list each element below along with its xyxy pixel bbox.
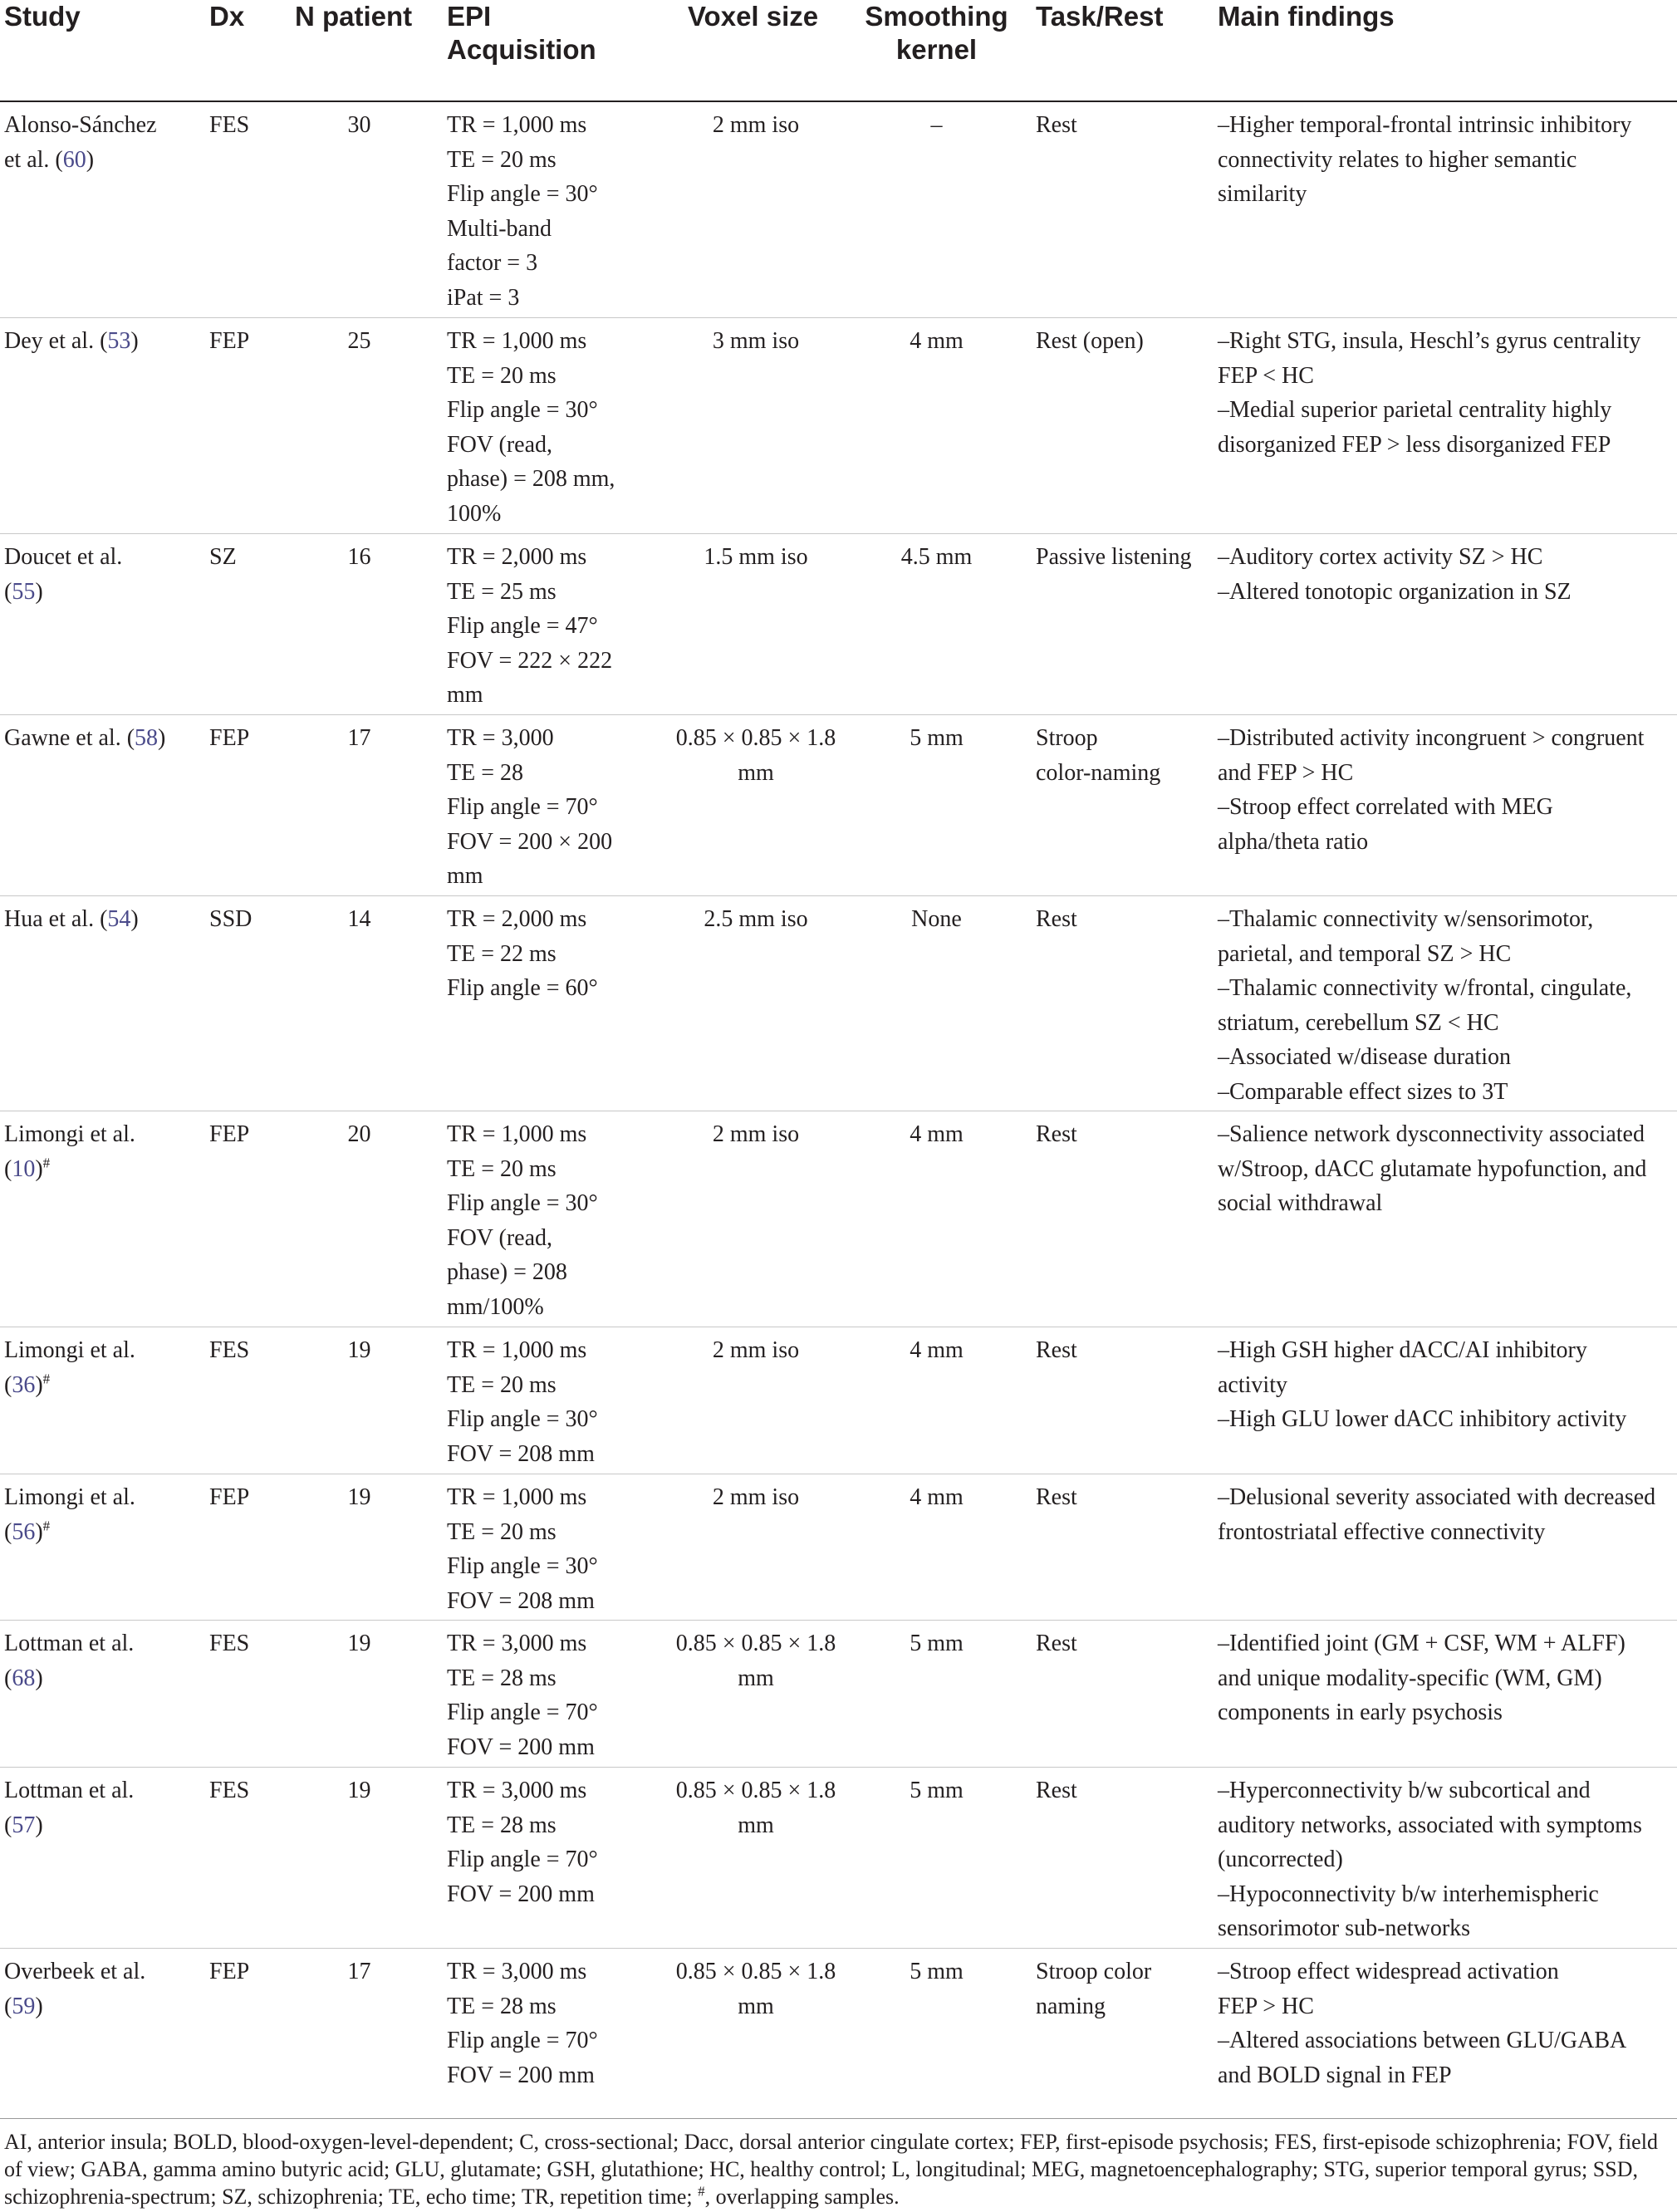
smoothing-kernel-cell: 5 mm <box>910 1778 964 1803</box>
main-findings-cell: –Stroop effect widespread activation FEP > HC –Altered associations between GLU/GABA and BOLD signal in FEP <box>1218 1959 1627 2088</box>
study-cell: Dey et al. (53) <box>4 328 139 354</box>
task-rest-cell: Rest <box>1036 1484 1077 1510</box>
epi-acquisition-cell: TR = 2,000 ms TE = 25 ms Flip angle = 47° FOV = 222 × 222 mm <box>447 544 613 708</box>
task-rest-cell: Passive listening <box>1036 544 1192 570</box>
task-rest-cell: Rest <box>1036 1631 1077 1656</box>
voxel-size-cell: 3 mm iso <box>712 328 800 354</box>
reference-link[interactable]: 59 <box>12 1993 36 2019</box>
dx-cell: FEP <box>209 328 250 354</box>
dx-cell: FEP <box>209 1484 250 1510</box>
header-n-patient: N patient <box>295 1 413 32</box>
n-patient-cell: 20 <box>347 1121 371 1147</box>
smoothing-kernel-cell: 4.5 mm <box>900 544 973 570</box>
reference-link[interactable]: 54 <box>107 906 131 932</box>
overlap-marker: # <box>42 1155 51 1171</box>
table-footnote: AI, anterior insula; BOLD, blood-oxygen-level-dependent; C, cross-sectional; Dacc, dorsal anterior cingulate cortex; FEP, first-episode psychosis; FES, first-episode schizophrenia; FOV, field of view; GABA, gamma amino butyric acid; GLU, glutamate; GSH, glutathione; HC, healthy control; L, longitudinal; MEG, magnetoencephalography; STG, superior temporal gyrus; SSD, schizophrenia-spectrum; SZ, schizophrenia; TE, echo time; TR, repetition time; #, overlapping samples. <box>4 2130 1658 2209</box>
smoothing-kernel-cell: 5 mm <box>910 1631 964 1656</box>
epi-acquisition-cell: TR = 2,000 ms TE = 22 ms Flip angle = 60° <box>447 906 598 1001</box>
n-patient-cell: 25 <box>347 328 371 354</box>
n-patient-cell: 16 <box>347 544 371 570</box>
main-findings-cell: –High GSH higher dACC/AI inhibitory activity –High GLU lower dACC inhibitory activity <box>1218 1337 1627 1432</box>
reference-link[interactable]: 57 <box>12 1812 36 1838</box>
epi-acquisition-cell: TR = 3,000 ms TE = 28 ms Flip angle = 70° FOV = 200 mm <box>447 1778 598 1907</box>
row-divider <box>0 714 1677 715</box>
study-cell: Doucet et al. (55) <box>4 544 123 605</box>
voxel-size-cell: 2.5 mm iso <box>704 906 808 932</box>
dx-cell: FEP <box>209 1121 250 1147</box>
task-rest-cell: Rest <box>1036 906 1077 932</box>
voxel-size-cell: 0.85 × 0.85 × 1.8 mm <box>675 725 836 786</box>
n-patient-cell: 14 <box>347 906 371 932</box>
main-findings-cell: –Delusional severity associated with decreased frontostriatal effective connectivity <box>1218 1484 1656 1545</box>
row-divider <box>0 317 1677 318</box>
voxel-size-cell: 2 mm iso <box>712 112 800 138</box>
main-findings-cell: –Thalamic connectivity w/sensorimotor, parietal, and temporal SZ > HC –Thalamic connectivity w/frontal, cingulate, striatum, cerebellum SZ < HC –Associated w/disease duration –Comparable effect sizes to 3T <box>1218 906 1632 1105</box>
reference-link[interactable]: 36 <box>12 1371 36 1398</box>
main-findings-cell: –Auditory cortex activity SZ > HC –Altered tonotopic organization in SZ <box>1218 544 1572 605</box>
table-header <box>0 0 1677 98</box>
row-divider <box>0 1948 1677 1949</box>
reference-link[interactable]: 53 <box>107 328 131 354</box>
n-patient-cell: 30 <box>347 112 371 138</box>
smoothing-kernel-cell: 4 mm <box>910 328 964 354</box>
main-findings-cell: –Identified joint (GM + CSF, WM + ALFF) and unique modality-specific (WM, GM) components in early psychosis <box>1218 1631 1626 1725</box>
n-patient-cell: 19 <box>347 1484 371 1510</box>
header-study: Study <box>4 1 81 32</box>
reference-link[interactable]: 60 <box>62 146 86 173</box>
study-cell: Limongi et al. (56)# <box>4 1484 135 1545</box>
study-cell: Lottman et al. (57) <box>4 1778 135 1838</box>
n-patient-cell: 19 <box>347 1778 371 1803</box>
smoothing-kernel-cell: 4 mm <box>910 1337 964 1363</box>
reference-link[interactable]: 68 <box>12 1665 36 1691</box>
task-rest-cell: Rest (open) <box>1036 328 1144 354</box>
overlap-marker: # <box>42 1371 51 1387</box>
footer-rule <box>0 2118 1677 2119</box>
task-rest-cell: Rest <box>1036 1778 1077 1803</box>
header-smoothing-kernel: Smoothing kernel <box>865 1 1008 65</box>
dx-cell: SZ <box>209 544 237 570</box>
voxel-size-cell: 2 mm iso <box>712 1121 800 1147</box>
dx-cell: FES <box>209 1337 250 1363</box>
reference-link[interactable]: 58 <box>135 725 159 751</box>
epi-acquisition-cell: TR = 3,000 TE = 28 Flip angle = 70° FOV = 200 × 200 mm <box>447 725 613 889</box>
smoothing-kernel-cell: 5 mm <box>910 1959 964 1984</box>
main-findings-cell: –Higher temporal-frontal intrinsic inhibitory connectivity relates to higher semantic similarity <box>1218 112 1632 207</box>
epi-acquisition-cell: TR = 3,000 ms TE = 28 ms Flip angle = 70° FOV = 200 mm <box>447 1631 598 1760</box>
row-divider <box>0 1767 1677 1768</box>
n-patient-cell: 17 <box>347 1959 371 1984</box>
voxel-size-cell: 0.85 × 0.85 × 1.8 mm <box>675 1778 836 1838</box>
study-cell: Gawne et al. (58) <box>4 725 166 751</box>
row-divider <box>0 533 1677 534</box>
epi-acquisition-cell: TR = 1,000 ms TE = 20 ms Flip angle = 30° Multi-band factor = 3 iPat = 3 <box>447 112 598 311</box>
main-findings-cell: –Distributed activity incongruent > congruent and FEP > HC –Stroop effect correlated with MEG alpha/theta ratio <box>1218 725 1645 855</box>
row-divider <box>0 895 1677 896</box>
main-findings-cell: –Hyperconnectivity b/w subcortical and auditory networks, associated with symptoms (uncorrected) –Hypoconnectivity b/w interhemispheric sensorimotor sub-networks <box>1218 1778 1642 1941</box>
main-findings-cell: –Right STG, insula, Heschl’s gyrus centrality FEP < HC –Medial superior parietal centrality highly disorganized FEP > less disorganized FEP <box>1218 328 1641 458</box>
study-cell: Hua et al. (54) <box>4 906 139 932</box>
task-rest-cell: Rest <box>1036 1337 1077 1363</box>
voxel-size-cell: 2 mm iso <box>712 1337 800 1363</box>
task-rest-cell: Rest <box>1036 1121 1077 1147</box>
header-voxel-size: Voxel size <box>688 1 819 32</box>
epi-acquisition-cell: TR = 1,000 ms TE = 20 ms Flip angle = 30° FOV = 208 mm <box>447 1337 598 1467</box>
reference-link[interactable]: 55 <box>12 578 36 605</box>
row-divider <box>0 1620 1677 1621</box>
smoothing-kernel-cell: 5 mm <box>910 725 964 751</box>
n-patient-cell: 19 <box>347 1631 371 1656</box>
voxel-size-cell: 1.5 mm iso <box>704 544 808 570</box>
voxel-size-cell: 0.85 × 0.85 × 1.8 mm <box>675 1959 836 2019</box>
task-rest-cell: Rest <box>1036 112 1077 138</box>
reference-link[interactable]: 56 <box>12 1518 36 1545</box>
dx-cell: SSD <box>209 906 253 932</box>
header-epi-acquisition: EPI Acquisition <box>447 1 596 65</box>
reference-link[interactable]: 10 <box>12 1155 36 1182</box>
epi-acquisition-cell: TR = 1,000 ms TE = 20 ms Flip angle = 30° FOV = 208 mm <box>447 1484 598 1614</box>
main-findings-cell: –Salience network dysconnectivity associated w/Stroop, dACC glutamate hypofunction, and social withdrawal <box>1218 1121 1647 1216</box>
task-rest-cell: Stroop color naming <box>1036 1959 1152 2019</box>
dx-cell: FES <box>209 1778 250 1803</box>
study-cell: Limongi et al. (36)# <box>4 1337 135 1398</box>
n-patient-cell: 17 <box>347 725 371 751</box>
dx-cell: FES <box>209 1631 250 1656</box>
study-cell: Lottman et al. (68) <box>4 1631 135 1691</box>
epi-acquisition-cell: TR = 3,000 ms TE = 28 ms Flip angle = 70° FOV = 200 mm <box>447 1959 598 2088</box>
epi-acquisition-cell: TR = 1,000 ms TE = 20 ms Flip angle = 30° FOV (read, phase) = 208 mm, 100% <box>447 328 615 527</box>
study-cell: Overbeek et al. (59) <box>4 1959 146 2019</box>
header-task-rest: Task/Rest <box>1036 1 1164 32</box>
overlap-marker: # <box>42 1518 51 1534</box>
header-rule <box>0 101 1677 102</box>
voxel-size-cell: 2 mm iso <box>712 1484 800 1510</box>
voxel-size-cell: 0.85 × 0.85 × 1.8 mm <box>675 1631 836 1691</box>
dx-cell: FEP <box>209 1959 250 1984</box>
study-cell: Alonso-Sánchez et al. (60) <box>4 112 157 173</box>
study-cell: Limongi et al. (10)# <box>4 1121 135 1182</box>
smoothing-kernel-cell: None <box>911 906 962 932</box>
epi-acquisition-cell: TR = 1,000 ms TE = 20 ms Flip angle = 30° FOV (read, phase) = 208 mm/100% <box>447 1121 598 1320</box>
dx-cell: FES <box>209 112 250 138</box>
smoothing-kernel-cell: – <box>930 112 943 138</box>
n-patient-cell: 19 <box>347 1337 371 1363</box>
task-rest-cell: Stroop color-naming <box>1036 725 1161 786</box>
header-dx: Dx <box>209 1 245 32</box>
header-main-findings: Main findings <box>1218 1 1395 32</box>
smoothing-kernel-cell: 4 mm <box>910 1484 964 1510</box>
dx-cell: FEP <box>209 725 250 751</box>
smoothing-kernel-cell: 4 mm <box>910 1121 964 1147</box>
